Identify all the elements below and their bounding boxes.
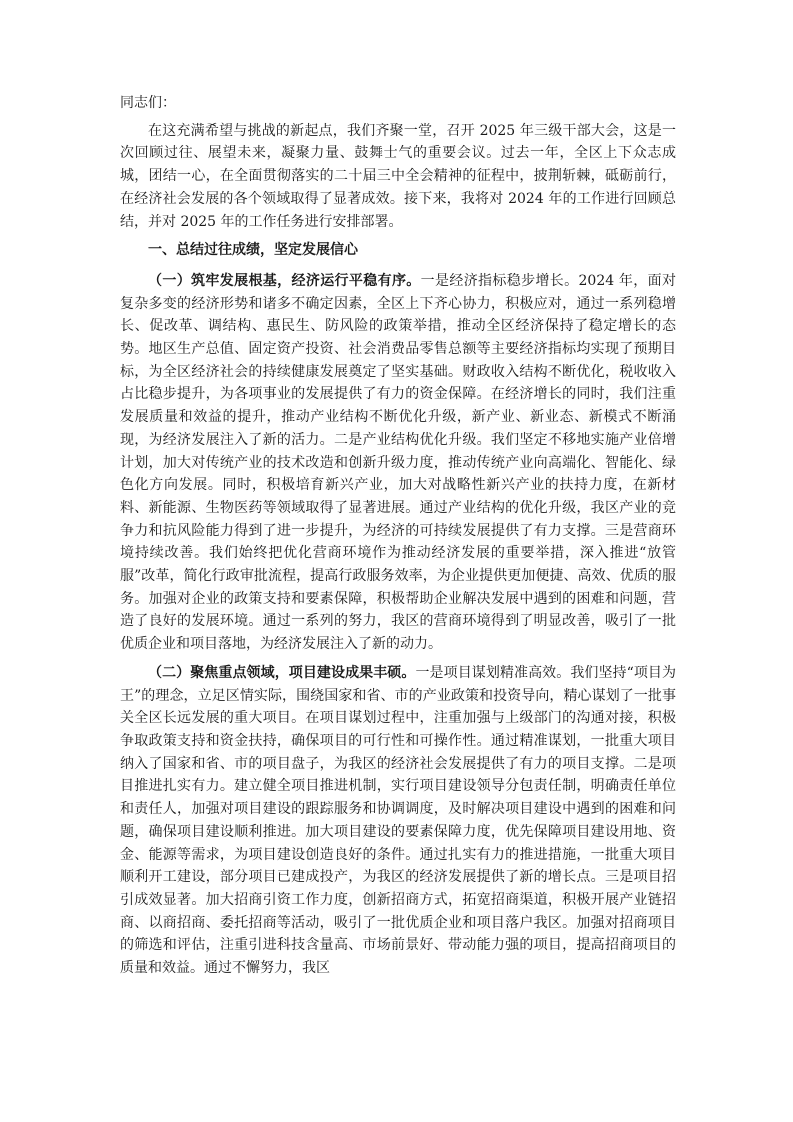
subsection-title: （一）筑牢发展根基，经济运行平稳有序。: [148, 272, 421, 289]
document-page: [120, 92, 676, 986]
subsection-body: 一是经济指标稳步增长。2024 年，面对复杂多变的经济形势和诸多不确定因素，全区上下齐心协力，积极应对，通过一系列稳增长、促改革、调结构、惠民生、防风险的政策举措，推动全区经济保持了稳定增长的态势。地区生产总值、固定资产投资、社会消费品零售总额等主要经济指标均实现了预期目标，为全区经济社会的持续健康发展奠定了坚实基础。财政收入结构不断优化，税收收入占比稳步提升，为各项事业的发展提供了有力的资金保障。在经济增长的同时，我们注重发展质量和效益的提升，推动产业结构不断优化升级，新产业、新业态、新模式不断涌现，为经济发展注入了新的活力。二是产业结构优化升级。我们坚定不移地实施产业倍增计划，加大对传统产业的技术改造和创新升级力度，推动传统产业向高端化、智能化、绿色化方向发展。同时，积极培育新兴产业，加大对战略性新兴产业的扶持力度，在新材料、新能源、生物医药等领域取得了显著进展。通过产业结构的优化升级，我区产业的竞争力和抗风险能力得到了进一步提升，为经济的可持续发展提供了有力支撑。三是营商环境持续改善。我们始终把优化营商环境作为推动经济发展的重要举措，深入推进“放管服”改革，简化行政审批流程，提高行政服务效率，为企业提供更加便捷、高效、优质的服务。加强对企业的政策支持和要素保障，积极帮助企业解决发展中遇到的困难和问题，营造了良好的发展环境。通过一系列的努力，我区的营商环境得到了明显改善，吸引了一批优质企业和项目落地，为经济发展注入了新的动力。: [120, 272, 676, 653]
intro-paragraph: 在这充满希望与挑战的新起点，我们齐聚一堂，召开 2025 年三级干部大会，这是一次回顾过往、展望未来，凝聚力量、鼓舞士气的重要会议。过去一年，全区上下众志成城，团结一心，在全面贯彻落实的二十届三中全会精神的征程中，披荆斩棘，砥砺前行，在经济社会发展的各个领域取得了显著成效。接下来，我将对 2024 年的工作进行回顾总结，并对 2025 年的工作任务进行安排部署。: [120, 122, 676, 230]
salutation: 同志们：: [120, 95, 176, 111]
section-heading: 一、总结过往成绩，坚定发展信心: [148, 242, 358, 259]
subsection-paragraph: [120, 662, 676, 980]
subsection-title: （二）聚焦重点领域，项目建设成果丰硕。: [148, 664, 416, 681]
subsection-body: 一是项目谋划精准高效。我们坚持“项目为王”的理念，立足区情实际，围绕国家和省、市的产业政策和投资导向，精心谋划了一批事关全区长远发展的重大项目。在项目谋划过程中，注重加强与上级部门的沟通对接，积极争取政策支持和资金扶持，确保项目的可行性和可操作性。通过精准谋划，一批重大项目纳入了国家和省、市的项目盘子，为我区的经济社会发展提供了有力的项目支撑。二是项目推进扎实有力。建立健全项目推进机制，实行项目建设领导分包责任制，明确责任单位和责任人，加强对项目建设的跟踪服务和协调调度，及时解决项目建设中遇到的困难和问题，确保项目建设顺利推进。加大项目建设的要素保障力度，优先保障项目建设用地、资金、能源等需求，为项目建设创造良好的条件。通过扎实有力的推进措施，一批重大项目顺利开工建设，部分项目已建成投产，为我区的经济发展提供了新的增长点。三是项目招引成效显著。加大招商引资工作力度，创新招商方式，拓宽招商渠道，积极开展产业链招商、以商招商、委托招商等活动，吸引了一批优质企业和项目落户我区。加强对招商项目的筛选和评估，注重引进科技含量高、市场前景好、带动能力强的项目，提高招商项目的质量和效益。通过不懈努力，我区: [120, 664, 677, 977]
subsection-paragraph: [120, 270, 676, 656]
